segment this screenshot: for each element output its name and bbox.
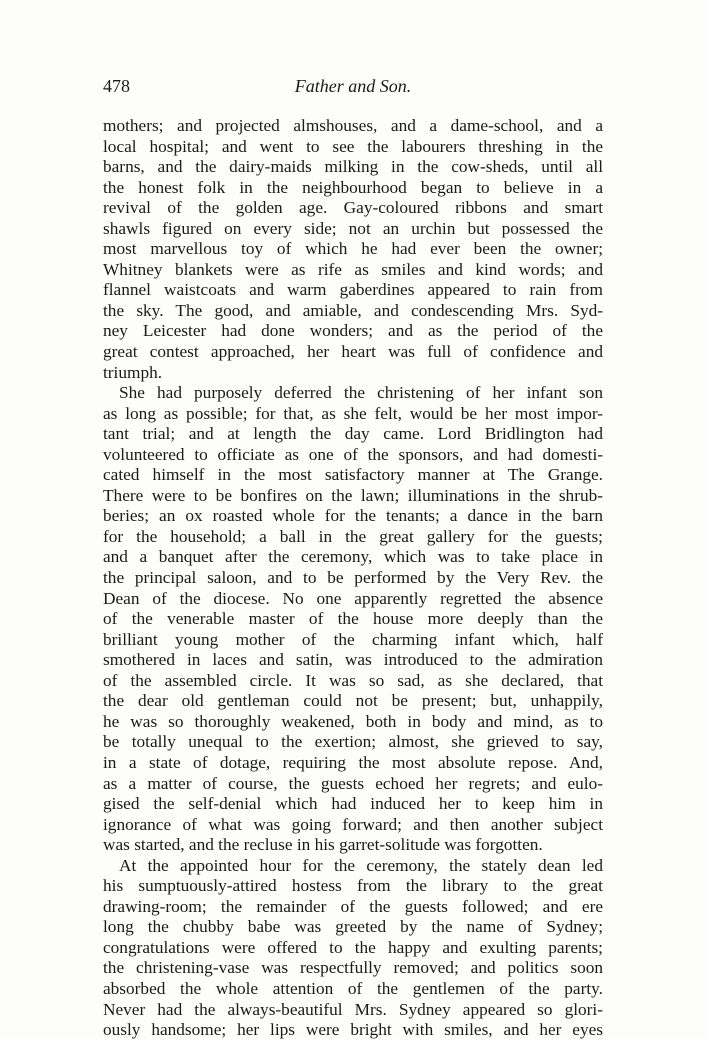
text-line: the dear old gentleman could not be present; but, unhappily, <box>103 691 603 711</box>
page-header <box>103 76 603 100</box>
text-line: gised the self-denial which had induced her to keep him in <box>103 794 603 814</box>
text-line: the sky. The good, and amiable, and condescending Mrs. Syd- <box>103 300 603 320</box>
text-line: triumph. <box>103 362 163 382</box>
text-line: in a state of dotage, requiring the most absolute repose. And, <box>103 752 603 772</box>
text-line: volunteered to officiate as one of the sponsors, and had domesti- <box>103 444 603 464</box>
text-line: tant trial; and at length the day came. Lord Bridlington had <box>103 424 603 444</box>
text-line: as long as possible; for that, as she felt, would be her most impor- <box>103 403 603 423</box>
text-line: long the chubby babe was greeted by the name of Sydney; <box>103 917 603 937</box>
text-line: ney Leicester had done wonders; and as the period of the <box>103 321 603 341</box>
text-line: the christening-vase was respectfully removed; and politics soon <box>103 958 603 978</box>
text-line: be totally unequal to the exertion; almost, she grieved to say, <box>103 732 603 752</box>
text-line: Dean of the diocese. No one apparently regretted the absence <box>103 588 603 608</box>
text-line: cated himself in the most satisfactory manner at The Grange. <box>103 465 603 485</box>
text-line: Never had the always-beautiful Mrs. Sydney appeared so glori- <box>103 999 603 1019</box>
text-line: most marvellous toy of which he had ever been the owner; <box>103 239 603 259</box>
text-line: ously handsome; her lips were bright with smiles, and her eyes <box>103 1020 603 1040</box>
paragraph <box>103 116 603 383</box>
page-number: 478 <box>103 76 130 96</box>
text-line: as a matter of course, the guests echoed her regrets; and eulo- <box>103 773 603 793</box>
text-line: for the household; a ball in the great gallery for the guests; <box>103 526 603 546</box>
text-line: was started, and the recluse in his garret-solitude was forgotten. <box>103 835 543 855</box>
text-line: great contest approached, her heart was full of confidence and <box>103 342 603 362</box>
text-line: his sumptuously-attired hostess from the library to the great <box>103 876 603 896</box>
text-line: barns, and the dairy-maids milking in the cow-sheds, until all <box>103 157 603 177</box>
text-line: revival of the golden age. Gay-coloured ribbons and smart <box>103 198 603 218</box>
text-line: At the appointed hour for the ceremony, the stately dean led <box>119 855 603 875</box>
text-line: congratulations were offered to the happy and exulting parents; <box>103 937 603 957</box>
text-line: Whitney blankets were as rife as smiles and kind words; and <box>103 259 603 279</box>
paragraph <box>103 383 603 856</box>
text-line: mothers; and projected almshouses, and a dame-school, and a <box>103 116 603 135</box>
body-text <box>103 116 603 1041</box>
running-title: Father and Son. <box>294 76 412 96</box>
text-line: brilliant young mother of the charming infant which, half <box>103 629 603 649</box>
text-line: shawls figured on every side; not an urchin but possessed the <box>103 218 603 238</box>
text-line: smothered in laces and satin, was introduced to the admiration <box>103 650 603 670</box>
text-line: of the assembled circle. It was so sad, as she declared, that <box>103 670 603 690</box>
text-line: beries; an ox roasted whole for the tenants; a dance in the barn <box>103 506 603 526</box>
text-line: absorbed the whole attention of the gentlemen of the party. <box>103 978 603 998</box>
paragraph <box>103 856 603 1041</box>
text-line: he was so thoroughly weakened, both in body and mind, as to <box>103 711 603 731</box>
text-line: ignorance of what was going forward; and then another subject <box>103 814 603 834</box>
text-line: the honest folk in the neighbourhood began to believe in a <box>103 177 603 197</box>
text-line: of the venerable master of the house more deeply than the <box>103 609 603 629</box>
text-line: and a banquet after the ceremony, which was to take place in <box>103 547 603 567</box>
text-line: the principal saloon, and to be performed by the Very Rev. the <box>103 568 603 588</box>
text-line: local hospital; and went to see the labourers threshing in the <box>103 136 603 156</box>
text-line: flannel waistcoats and warm gaberdines appeared to rain from <box>103 280 603 300</box>
text-line: There were to be bonfires on the lawn; illuminations in the shrub- <box>103 485 603 505</box>
text-line: drawing-room; the remainder of the guests followed; and ere <box>103 896 603 916</box>
text-line: She had purposely deferred the christening of her infant son <box>119 383 603 403</box>
